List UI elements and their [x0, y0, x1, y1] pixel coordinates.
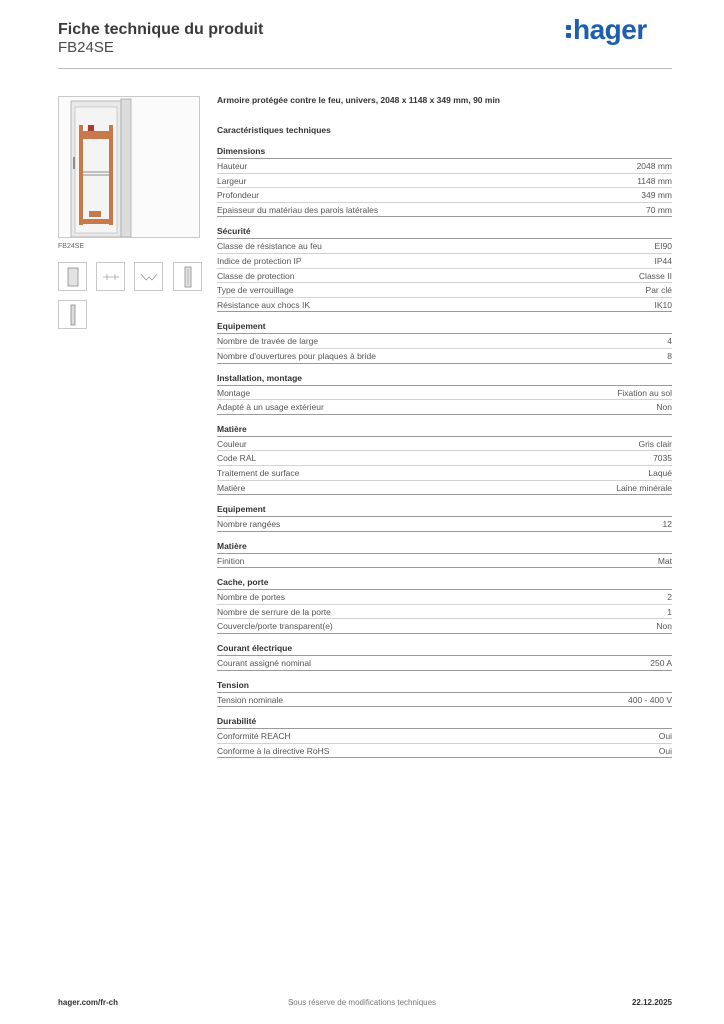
spec-label: Nombre rangées — [217, 519, 281, 530]
spec-section — [217, 223, 672, 312]
spec-value: 4 — [667, 336, 672, 347]
spec-label: Nombre de serrure de la porte — [217, 606, 331, 617]
section-title: Equipement — [217, 501, 672, 517]
image-caption: FB24SE — [58, 243, 85, 250]
spec-label: Classe de résistance au feu — [217, 241, 322, 252]
section-title: Cache, porte — [217, 574, 672, 590]
spec-row — [217, 517, 672, 532]
spec-sections — [217, 143, 672, 758]
spec-row — [217, 554, 672, 569]
spec-label: Epaisseur du matériau des parois latérales — [217, 204, 379, 215]
spec-label: Conformité REACH — [217, 731, 291, 742]
detail-drawing-icon — [139, 271, 159, 283]
spec-value: EI90 — [654, 241, 672, 252]
spec-label: Tension nominale — [217, 694, 284, 705]
cabinet-open-icon — [65, 304, 81, 326]
spec-value: 70 mm — [646, 204, 672, 215]
spec-value: 7035 — [653, 453, 672, 464]
section-title: Dimensions — [217, 143, 672, 159]
footer-website[interactable]: hager.com/fr-ch — [58, 998, 119, 1007]
spec-row — [217, 159, 672, 174]
spec-row — [217, 283, 672, 298]
spec-label: Finition — [217, 555, 245, 566]
logo-dots-icon — [566, 22, 571, 41]
spec-row — [217, 605, 672, 620]
spec-value: Oui — [658, 731, 672, 742]
spec-row — [217, 451, 672, 466]
spec-value: IK10 — [654, 299, 672, 310]
product-image[interactable] — [58, 96, 200, 238]
footer-date: 22.12.2025 — [631, 998, 672, 1007]
spec-label: Couvercle/porte transparent(e) — [217, 621, 333, 632]
spec-row — [217, 656, 672, 671]
spec-row — [217, 298, 672, 313]
spec-value: 2048 mm — [636, 161, 672, 171]
spec-value: Classe II — [638, 270, 672, 281]
spec-section — [217, 421, 672, 495]
spec-row — [217, 744, 672, 759]
spec-row — [217, 481, 672, 496]
spec-section — [217, 677, 672, 708]
section-title: Matière — [217, 538, 672, 554]
section-title: Tension — [217, 677, 672, 693]
spec-label: Nombre de travée de large — [217, 336, 319, 347]
specifications — [217, 93, 672, 758]
cabinet-side-icon — [180, 266, 196, 288]
spec-section — [217, 713, 672, 758]
spec-value: Laine minérale — [616, 482, 672, 493]
fire-cabinet-illustration — [59, 97, 199, 237]
section-title: Durabilité — [217, 713, 672, 729]
spec-label: Résistance aux chocs IK — [217, 299, 311, 310]
spec-value: Oui — [658, 745, 672, 756]
spec-label: Type de verrouillage — [217, 285, 294, 296]
spec-label: Indice de protection IP — [217, 255, 302, 266]
spec-value: 1148 mm — [637, 175, 672, 186]
spec-label: Couleur — [217, 438, 247, 449]
spec-section — [217, 574, 672, 634]
spec-value: Non — [656, 402, 672, 413]
spec-value: 250 A — [650, 658, 672, 669]
header-divider — [58, 68, 672, 69]
spec-row — [217, 619, 672, 634]
spec-label: Profondeur — [217, 190, 260, 201]
spec-row — [217, 254, 672, 269]
thumbnail-front[interactable] — [58, 262, 87, 291]
spec-row — [217, 349, 672, 364]
spec-label: Adapté à un usage extérieur — [217, 402, 324, 413]
spec-value: 12 — [662, 519, 672, 530]
thumbnail-open[interactable] — [58, 300, 87, 329]
footer-disclaimer: Sous réserve de modifications techniques — [287, 998, 437, 1007]
thumbnail-dimensions[interactable] — [96, 262, 125, 291]
spec-row — [217, 400, 672, 415]
spec-label: Code RAL — [217, 453, 257, 464]
spec-label: Courant assigné nominal — [217, 658, 312, 669]
section-title: Equipement — [217, 318, 672, 334]
spec-row — [217, 386, 672, 401]
spec-row — [217, 203, 672, 218]
spec-value: Non — [656, 621, 672, 632]
spec-label: Traitement de surface — [217, 467, 300, 478]
spec-row — [217, 729, 672, 744]
spec-label: Largeur — [217, 175, 247, 186]
cabinet-front-icon — [65, 267, 81, 287]
spec-value: 349 mm — [641, 190, 672, 201]
spec-value: IP44 — [654, 255, 672, 266]
spec-label: Matière — [217, 482, 246, 493]
spec-section — [217, 143, 672, 217]
spec-label: Nombre de portes — [217, 592, 286, 603]
spec-row — [217, 466, 672, 481]
page-title: Fiche technique du produit — [58, 21, 264, 38]
characteristics-title: Caractéristiques techniques — [217, 125, 331, 135]
spec-value: Mat — [657, 555, 672, 566]
section-title: Matière — [217, 421, 672, 437]
spec-section — [217, 370, 672, 415]
spec-label: Conforme à la directive RoHS — [217, 745, 330, 756]
spec-section — [217, 640, 672, 671]
section-title: Sécurité — [217, 223, 672, 239]
spec-label: Nombre d'ouvertures pour plaques à bride — [217, 350, 376, 361]
spec-value: 8 — [667, 350, 672, 361]
thumbnail-side[interactable] — [173, 262, 202, 291]
spec-row — [217, 269, 672, 284]
spec-label: Montage — [217, 387, 251, 398]
spec-value: Par clé — [645, 285, 672, 296]
section-title: Installation, montage — [217, 370, 672, 386]
dimension-drawing-icon — [101, 271, 121, 283]
thumbnail-detail[interactable] — [134, 262, 163, 291]
product-reference: FB24SE — [58, 39, 114, 56]
spec-value: Gris clair — [638, 438, 672, 449]
spec-section — [217, 501, 672, 532]
section-title: Courant électrique — [217, 640, 672, 656]
spec-row — [217, 693, 672, 708]
spec-value: 400 - 400 V — [628, 694, 672, 705]
spec-row — [217, 334, 672, 349]
spec-section — [217, 538, 672, 569]
spec-value: Fixation au sol — [617, 387, 672, 398]
spec-value: 2 — [667, 592, 672, 603]
spec-row — [217, 174, 672, 189]
spec-section — [217, 318, 672, 363]
spec-row — [217, 437, 672, 452]
spec-row — [217, 188, 672, 203]
hager-logo: hager — [566, 14, 647, 46]
product-description: Armoire protégée contre le feu, univers, 2048 x 1148 x 349 mm, 90 min — [217, 95, 500, 105]
spec-value: Laqué — [648, 467, 672, 478]
spec-row — [217, 239, 672, 254]
spec-value: 1 — [667, 606, 672, 617]
spec-label: Classe de protection — [217, 270, 295, 281]
spec-row — [217, 590, 672, 605]
spec-label: Hauteur — [217, 161, 248, 171]
